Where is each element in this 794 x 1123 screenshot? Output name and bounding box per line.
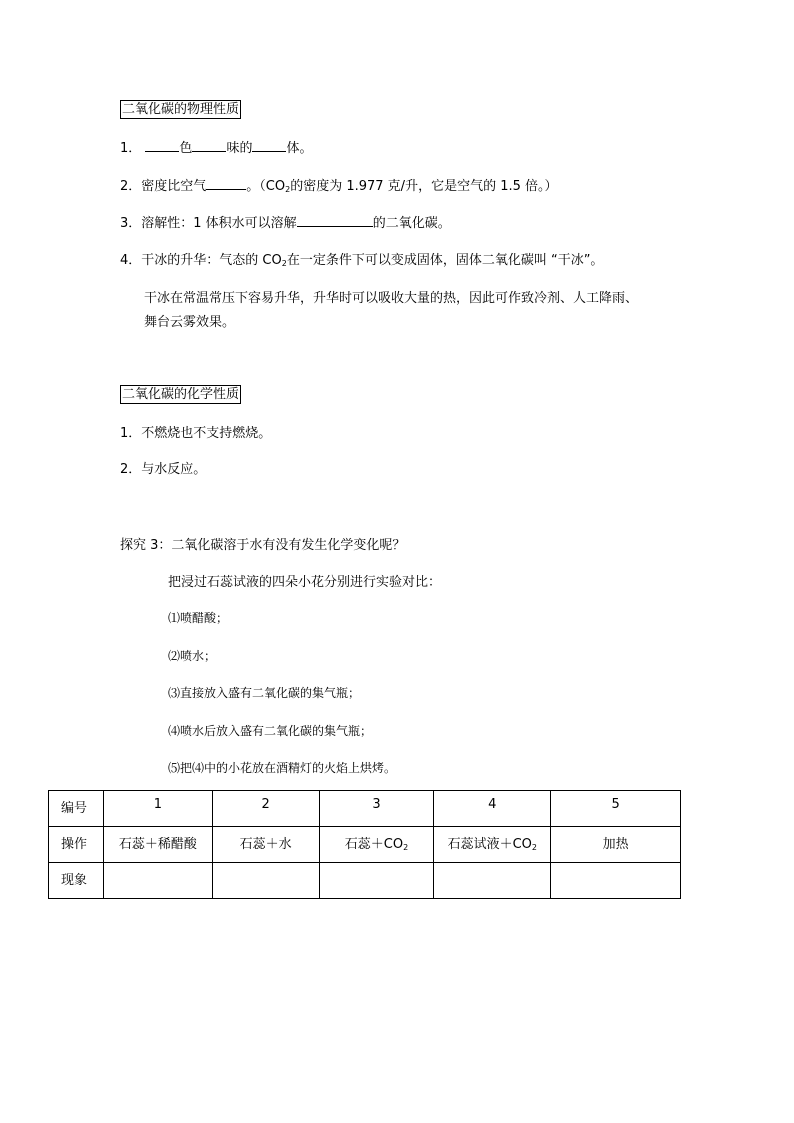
explore-title: 探究 3：二氧化碳溶于水有没有发生化学变化呢？: [120, 538, 406, 553]
item-number: 1．: [120, 141, 142, 156]
chemical-item-1: 1．不燃烧也不支持燃烧。: [120, 426, 272, 441]
table-cell: 4: [434, 791, 551, 827]
item-number: 2．: [120, 179, 142, 194]
explore-step-1: ⑴喷醋酸；: [168, 611, 229, 625]
subscript: 2: [281, 259, 287, 268]
physical-heading: 二氧化碳的物理性质: [122, 102, 240, 117]
table-cell: 石蕊试液$+CO_2$: [434, 827, 551, 863]
chemical-item-2: 2．与水反应。: [120, 462, 207, 477]
explore-step-4: ⑷喷水后放入盛有二氧化碳的集气瓶；: [168, 724, 373, 738]
table-cell-blank[interactable]: [319, 863, 434, 899]
experiment-table: [48, 790, 681, 899]
explore-step-5: ⑸把⑷中的小花放在酒精灯的火焰上烘烤。: [168, 761, 397, 775]
dry-ice-paragraph-line-1: 干冰在常温常压下容易升华，升华时可以吸收大量的热，因此可作致冷剂、人工降雨、: [144, 291, 639, 306]
item-number: 3．: [120, 216, 142, 231]
table-cell-blank[interactable]: [103, 863, 212, 899]
fill-blank[interactable]: [252, 137, 286, 152]
item-text: 。（CO: [246, 179, 286, 194]
table-cell-blank[interactable]: [551, 863, 681, 899]
item-text: 的二氧化碳。: [372, 216, 451, 231]
table-row-phenomenon: [49, 863, 681, 899]
item-text: 溶解性：1 体积水可以溶解: [141, 216, 297, 231]
item-text: 密度比空气: [141, 179, 207, 194]
physical-item-1: [120, 137, 312, 156]
table-cell: 加热: [551, 827, 681, 863]
table-cell: 2: [212, 791, 319, 827]
table-cell: 石蕊＋水: [212, 827, 319, 863]
table-cell-blank[interactable]: [212, 863, 319, 899]
item-text: 色: [179, 141, 193, 156]
table-cell: 5: [551, 791, 681, 827]
table-cell: 3: [319, 791, 434, 827]
table-row-number: [49, 791, 681, 827]
row-label: 现象: [49, 863, 104, 899]
item-text: 干冰的升华：气态的 CO: [141, 253, 282, 268]
table-cell-blank[interactable]: [434, 863, 551, 899]
chemical-heading: 二氧化碳的化学性质: [122, 387, 240, 402]
physical-item-3: [120, 212, 451, 231]
dry-ice-paragraph-line-2: 舞台云雾效果。: [144, 315, 236, 330]
table-cell: 石蕊$+CO_2$: [319, 827, 434, 863]
physical-item-4: [120, 249, 603, 268]
subscript: 2: [285, 185, 291, 194]
item-text: 体。: [286, 141, 313, 156]
explore-intro: 把浸过石蕊试液的四朵小花分别进行实验对比：: [168, 575, 442, 590]
row-label: 编号: [49, 791, 104, 827]
item-text: 味的: [226, 141, 253, 156]
explore-step-2: ⑵喷水；: [168, 649, 217, 663]
item-text: 的密度为 1.977 克/升，它是空气的 1.5 倍。）: [290, 179, 558, 194]
fill-blank[interactable]: [192, 137, 226, 152]
physical-item-2: [120, 175, 558, 194]
table-cell: 石蕊＋稀醋酸: [103, 827, 212, 863]
row-label: 操作: [49, 827, 104, 863]
fill-blank[interactable]: [145, 137, 179, 152]
table-row-operation: [49, 827, 681, 863]
explore-step-3: ⑶直接放入盛有二氧化碳的集气瓶；: [168, 686, 361, 700]
table-cell: 1: [103, 791, 212, 827]
item-number: 4．: [120, 253, 142, 268]
fill-blank[interactable]: [206, 175, 246, 190]
fill-blank[interactable]: [297, 212, 373, 227]
item-text: 在一定条件下可以变成固体，固体二氧化碳叫 “干冰”。: [286, 253, 604, 268]
